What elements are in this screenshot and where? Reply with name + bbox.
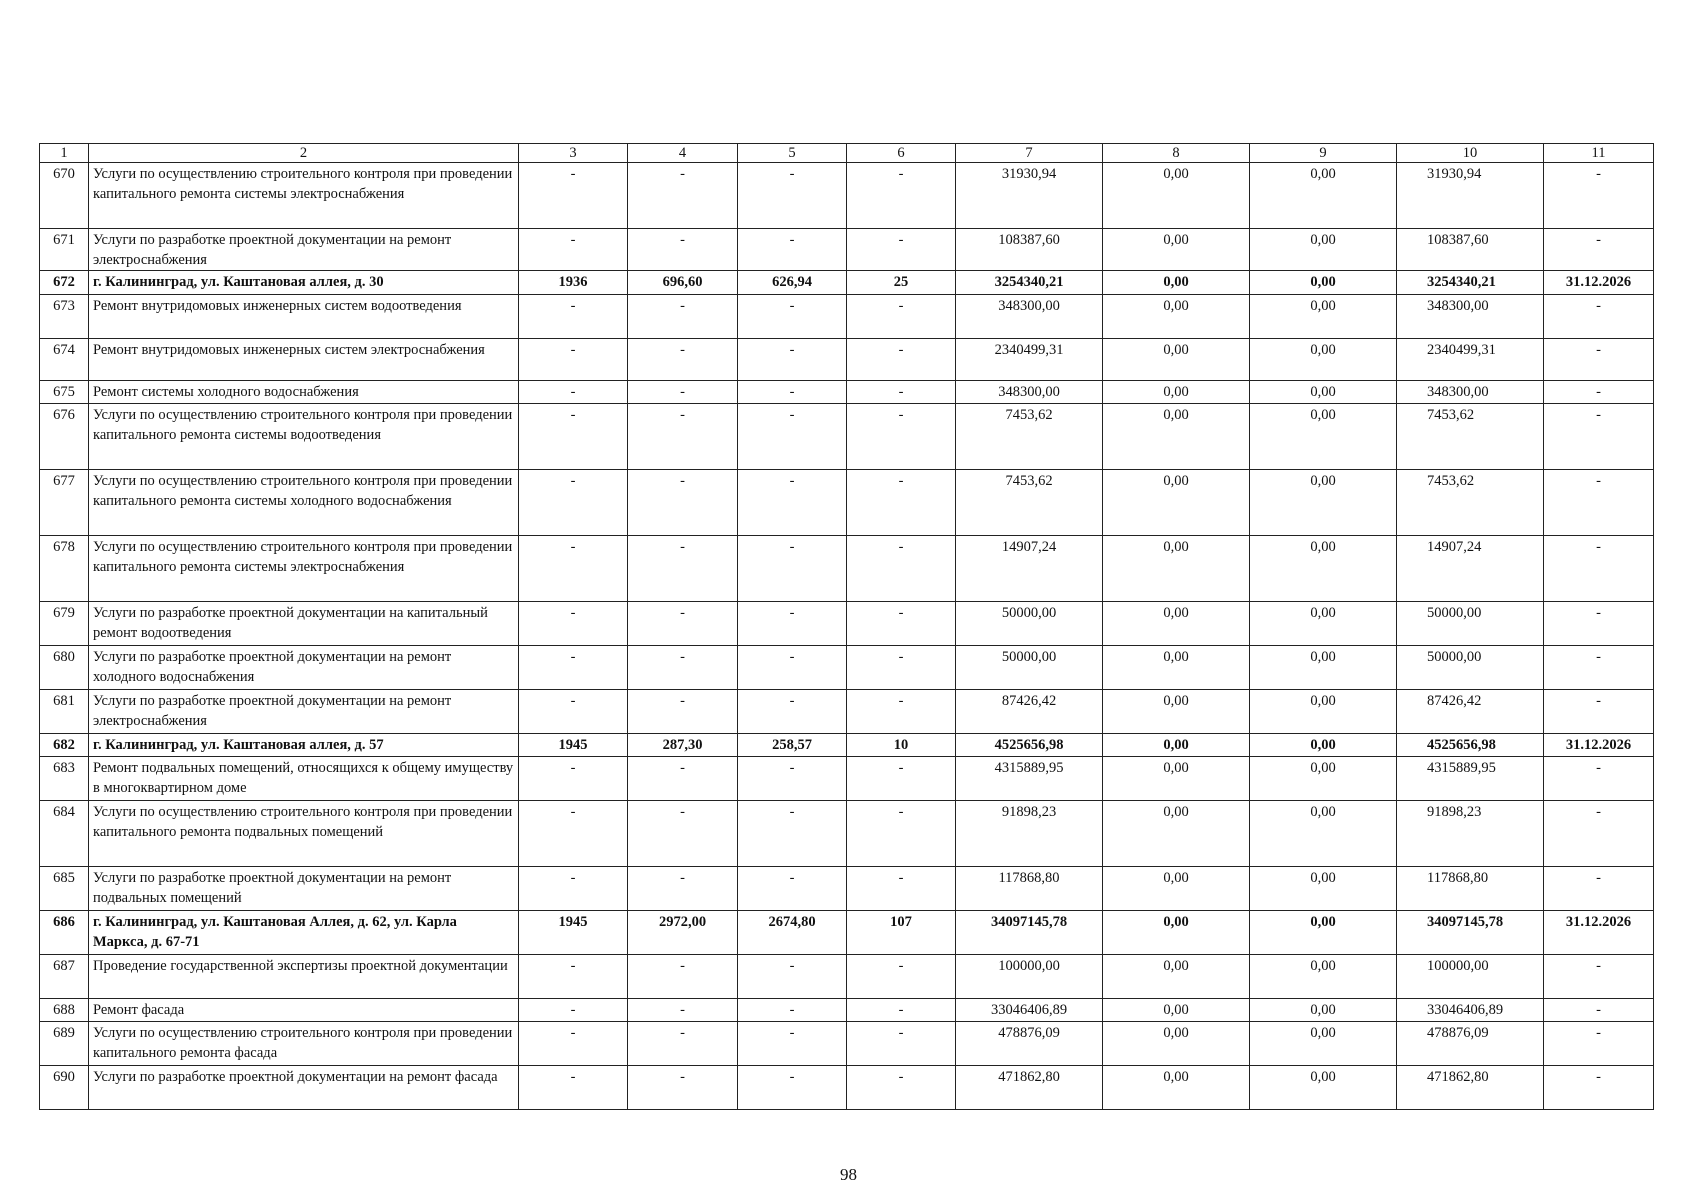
cell-col8: 0,00 <box>1103 911 1250 955</box>
cell-col4: - <box>628 999 738 1022</box>
cell-col9: 0,00 <box>1250 999 1397 1022</box>
row-number: 681 <box>40 690 89 734</box>
table-row <box>40 295 1654 339</box>
header-cell-9: 9 <box>1250 144 1397 163</box>
header-cell-10: 10 <box>1397 144 1544 163</box>
cell-col9: 0,00 <box>1250 339 1397 381</box>
cell-col8: 0,00 <box>1103 955 1250 999</box>
cell-col3: - <box>519 757 628 801</box>
cell-col9: 0,00 <box>1250 1022 1397 1066</box>
row-description: Услуги по осуществлению строительного контроля при проведении капитального ремонта системы холодного водоснабжения <box>89 470 519 536</box>
cell-col7: 14907,24 <box>956 536 1103 602</box>
header-cell-2: 2 <box>89 144 519 163</box>
cell-col6: - <box>847 955 956 999</box>
cell-col9: 0,00 <box>1250 381 1397 404</box>
cell-col5: - <box>738 757 847 801</box>
row-number: 676 <box>40 404 89 470</box>
cell-col3: - <box>519 955 628 999</box>
row-description: Ремонт внутридомовых инженерных систем электроснабжения <box>89 339 519 381</box>
cell-col8: 0,00 <box>1103 734 1250 757</box>
cell-col10: 100000,00 <box>1397 955 1544 999</box>
table-row <box>40 867 1654 911</box>
row-description: Услуги по разработке проектной документации на ремонт фасада <box>89 1066 519 1110</box>
cell-col7: 117868,80 <box>956 867 1103 911</box>
cell-col11: - <box>1544 536 1654 602</box>
cell-col5: - <box>738 801 847 867</box>
cell-col4: - <box>628 690 738 734</box>
cell-col10: 7453,62 <box>1397 470 1544 536</box>
cell-col11: - <box>1544 690 1654 734</box>
cell-col9: 0,00 <box>1250 404 1397 470</box>
cell-col7: 50000,00 <box>956 646 1103 690</box>
row-description: Услуги по осуществлению строительного контроля при проведении капитального ремонта системы электроснабжения <box>89 163 519 229</box>
row-description: г. Калининград, ул. Каштановая аллея, д. 57 <box>89 734 519 757</box>
cell-col5: - <box>738 602 847 646</box>
cell-col4: - <box>628 801 738 867</box>
cell-col9: 0,00 <box>1250 271 1397 295</box>
cell-col6: - <box>847 1066 956 1110</box>
cell-col4: - <box>628 602 738 646</box>
works-table <box>39 143 1654 1110</box>
cell-col11: - <box>1544 381 1654 404</box>
cell-col9: 0,00 <box>1250 955 1397 999</box>
cell-col4: - <box>628 1022 738 1066</box>
cell-col5: - <box>738 999 847 1022</box>
cell-col6: - <box>847 536 956 602</box>
cell-col11: - <box>1544 801 1654 867</box>
header-cell-3: 3 <box>519 144 628 163</box>
cell-col3: - <box>519 999 628 1022</box>
row-description: Услуги по осуществлению строительного контроля при проведении капитального ремонта системы водоотведения <box>89 404 519 470</box>
cell-col5: - <box>738 955 847 999</box>
cell-col10: 34097145,78 <box>1397 911 1544 955</box>
cell-col10: 4315889,95 <box>1397 757 1544 801</box>
cell-col11: - <box>1544 229 1654 271</box>
row-description: Ремонт внутридомовых инженерных систем водоотведения <box>89 295 519 339</box>
cell-col7: 34097145,78 <box>956 911 1103 955</box>
header-cell-4: 4 <box>628 144 738 163</box>
cell-col8: 0,00 <box>1103 757 1250 801</box>
cell-col7: 87426,42 <box>956 690 1103 734</box>
table-row <box>40 955 1654 999</box>
cell-col4: 2972,00 <box>628 911 738 955</box>
cell-col9: 0,00 <box>1250 911 1397 955</box>
table-row <box>40 602 1654 646</box>
cell-col3: 1936 <box>519 271 628 295</box>
cell-col8: 0,00 <box>1103 602 1250 646</box>
cell-col4: 287,30 <box>628 734 738 757</box>
cell-col8: 0,00 <box>1103 163 1250 229</box>
cell-col7: 2340499,31 <box>956 339 1103 381</box>
cell-col5: - <box>738 1066 847 1110</box>
cell-col11: - <box>1544 339 1654 381</box>
row-number: 687 <box>40 955 89 999</box>
cell-col11: - <box>1544 404 1654 470</box>
cell-col8: 0,00 <box>1103 470 1250 536</box>
table-row <box>40 536 1654 602</box>
cell-col6: - <box>847 404 956 470</box>
row-number: 682 <box>40 734 89 757</box>
cell-col7: 478876,09 <box>956 1022 1103 1066</box>
header-cell-1: 1 <box>40 144 89 163</box>
cell-col7: 7453,62 <box>956 470 1103 536</box>
cell-col3: 1945 <box>519 911 628 955</box>
cell-col10: 14907,24 <box>1397 536 1544 602</box>
cell-col9: 0,00 <box>1250 229 1397 271</box>
row-description: Проведение государственной экспертизы проектной документации <box>89 955 519 999</box>
cell-col10: 87426,42 <box>1397 690 1544 734</box>
cell-col6: 10 <box>847 734 956 757</box>
cell-col10: 4525656,98 <box>1397 734 1544 757</box>
row-number: 674 <box>40 339 89 381</box>
cell-col5: - <box>738 404 847 470</box>
cell-col6: - <box>847 229 956 271</box>
cell-col7: 33046406,89 <box>956 999 1103 1022</box>
cell-col6: - <box>847 1022 956 1066</box>
row-description: Услуги по разработке проектной документации на ремонт электроснабжения <box>89 229 519 271</box>
cell-col3: - <box>519 404 628 470</box>
cell-col4: - <box>628 404 738 470</box>
cell-col8: 0,00 <box>1103 801 1250 867</box>
row-number: 685 <box>40 867 89 911</box>
cell-col11: - <box>1544 646 1654 690</box>
row-number: 675 <box>40 381 89 404</box>
row-description: Услуги по осуществлению строительного контроля при проведении капитального ремонта подвальных помещений <box>89 801 519 867</box>
cell-col11: 31.12.2026 <box>1544 271 1654 295</box>
row-number: 673 <box>40 295 89 339</box>
header-cell-5: 5 <box>738 144 847 163</box>
cell-col10: 50000,00 <box>1397 602 1544 646</box>
cell-col7: 7453,62 <box>956 404 1103 470</box>
cell-col8: 0,00 <box>1103 381 1250 404</box>
cell-col8: 0,00 <box>1103 1022 1250 1066</box>
cell-col6: 107 <box>847 911 956 955</box>
cell-col7: 471862,80 <box>956 1066 1103 1110</box>
cell-col7: 348300,00 <box>956 381 1103 404</box>
cell-col11: - <box>1544 757 1654 801</box>
cell-col8: 0,00 <box>1103 295 1250 339</box>
cell-col8: 0,00 <box>1103 999 1250 1022</box>
row-description: Услуги по осуществлению строительного контроля при проведении капитального ремонта фасада <box>89 1022 519 1066</box>
cell-col9: 0,00 <box>1250 295 1397 339</box>
cell-col9: 0,00 <box>1250 690 1397 734</box>
row-number: 679 <box>40 602 89 646</box>
row-number: 680 <box>40 646 89 690</box>
row-number: 684 <box>40 801 89 867</box>
table-row <box>40 339 1654 381</box>
cell-col8: 0,00 <box>1103 404 1250 470</box>
cell-col7: 31930,94 <box>956 163 1103 229</box>
header-cell-6: 6 <box>847 144 956 163</box>
cell-col5: - <box>738 470 847 536</box>
cell-col4: - <box>628 229 738 271</box>
cell-col4: - <box>628 470 738 536</box>
cell-col10: 348300,00 <box>1397 381 1544 404</box>
cell-col11: - <box>1544 867 1654 911</box>
cell-col5: - <box>738 536 847 602</box>
cell-col3: - <box>519 163 628 229</box>
cell-col4: 696,60 <box>628 271 738 295</box>
table-body <box>40 144 1654 1110</box>
cell-col5: - <box>738 339 847 381</box>
row-number: 689 <box>40 1022 89 1066</box>
row-number: 671 <box>40 229 89 271</box>
cell-col6: - <box>847 646 956 690</box>
cell-col3: 1945 <box>519 734 628 757</box>
cell-col5: - <box>738 646 847 690</box>
header-row <box>40 144 1654 163</box>
table-row <box>40 646 1654 690</box>
cell-col10: 2340499,31 <box>1397 339 1544 381</box>
cell-col11: 31.12.2026 <box>1544 911 1654 955</box>
cell-col10: 31930,94 <box>1397 163 1544 229</box>
cell-col6: 25 <box>847 271 956 295</box>
cell-col3: - <box>519 602 628 646</box>
cell-col8: 0,00 <box>1103 1066 1250 1110</box>
table-row <box>40 690 1654 734</box>
cell-col8: 0,00 <box>1103 229 1250 271</box>
cell-col10: 50000,00 <box>1397 646 1544 690</box>
cell-col7: 91898,23 <box>956 801 1103 867</box>
cell-col9: 0,00 <box>1250 1066 1397 1110</box>
cell-col7: 50000,00 <box>956 602 1103 646</box>
page-number: 98 <box>840 1165 857 1184</box>
cell-col6: - <box>847 999 956 1022</box>
cell-col5: - <box>738 867 847 911</box>
cell-col8: 0,00 <box>1103 690 1250 734</box>
header-cell-8: 8 <box>1103 144 1250 163</box>
cell-col4: - <box>628 955 738 999</box>
cell-col9: 0,00 <box>1250 801 1397 867</box>
row-number: 690 <box>40 1066 89 1110</box>
cell-col3: - <box>519 381 628 404</box>
cell-col4: - <box>628 163 738 229</box>
table-row <box>40 229 1654 271</box>
cell-col10: 471862,80 <box>1397 1066 1544 1110</box>
cell-col4: - <box>628 339 738 381</box>
cell-col3: - <box>519 1066 628 1110</box>
cell-col9: 0,00 <box>1250 470 1397 536</box>
cell-col5: - <box>738 1022 847 1066</box>
cell-col9: 0,00 <box>1250 734 1397 757</box>
cell-col6: - <box>847 339 956 381</box>
cell-col9: 0,00 <box>1250 163 1397 229</box>
cell-col11: - <box>1544 602 1654 646</box>
cell-col10: 478876,09 <box>1397 1022 1544 1066</box>
cell-col4: - <box>628 1066 738 1110</box>
cell-col6: - <box>847 602 956 646</box>
row-description: Услуги по разработке проектной документации на ремонт подвальных помещений <box>89 867 519 911</box>
cell-col3: - <box>519 470 628 536</box>
cell-col5: 2674,80 <box>738 911 847 955</box>
cell-col5: - <box>738 163 847 229</box>
row-description: Услуги по разработке проектной документации на ремонт холодного водоснабжения <box>89 646 519 690</box>
cell-col6: - <box>847 295 956 339</box>
cell-col7: 348300,00 <box>956 295 1103 339</box>
cell-col4: - <box>628 295 738 339</box>
cell-col11: - <box>1544 470 1654 536</box>
cell-col9: 0,00 <box>1250 757 1397 801</box>
cell-col3: - <box>519 690 628 734</box>
cell-col11: - <box>1544 1066 1654 1110</box>
cell-col8: 0,00 <box>1103 646 1250 690</box>
cell-col10: 91898,23 <box>1397 801 1544 867</box>
row-number: 688 <box>40 999 89 1022</box>
row-number: 683 <box>40 757 89 801</box>
cell-col3: - <box>519 229 628 271</box>
cell-col10: 348300,00 <box>1397 295 1544 339</box>
cell-col3: - <box>519 1022 628 1066</box>
row-description: Услуги по разработке проектной документации на капитальный ремонт водоотведения <box>89 602 519 646</box>
cell-col6: - <box>847 163 956 229</box>
cell-col3: - <box>519 801 628 867</box>
cell-col8: 0,00 <box>1103 867 1250 911</box>
cell-col11: - <box>1544 1022 1654 1066</box>
row-description: г. Калининград, ул. Каштановая аллея, д. 30 <box>89 271 519 295</box>
cell-col7: 108387,60 <box>956 229 1103 271</box>
row-description: г. Калининград, ул. Каштановая Аллея, д. 62, ул. Карла Маркса, д. 67-71 <box>89 911 519 955</box>
cell-col11: - <box>1544 999 1654 1022</box>
cell-col6: - <box>847 801 956 867</box>
cell-col6: - <box>847 470 956 536</box>
table-row <box>40 1066 1654 1110</box>
cell-col9: 0,00 <box>1250 867 1397 911</box>
row-description: Ремонт фасада <box>89 999 519 1022</box>
cell-col8: 0,00 <box>1103 271 1250 295</box>
row-description: Ремонт системы холодного водоснабжения <box>89 381 519 404</box>
cell-col4: - <box>628 867 738 911</box>
cell-col3: - <box>519 295 628 339</box>
table-row <box>40 801 1654 867</box>
cell-col5: 258,57 <box>738 734 847 757</box>
cell-col11: - <box>1544 295 1654 339</box>
row-description: Услуги по осуществлению строительного контроля при проведении капитального ремонта системы электроснабжения <box>89 536 519 602</box>
table-row <box>40 163 1654 229</box>
cell-col11: - <box>1544 955 1654 999</box>
cell-col9: 0,00 <box>1250 602 1397 646</box>
cell-col8: 0,00 <box>1103 339 1250 381</box>
cell-col6: - <box>847 381 956 404</box>
cell-col11: 31.12.2026 <box>1544 734 1654 757</box>
row-description: Услуги по разработке проектной документации на ремонт электроснабжения <box>89 690 519 734</box>
cell-col4: - <box>628 646 738 690</box>
cell-col7: 100000,00 <box>956 955 1103 999</box>
cell-col7: 4315889,95 <box>956 757 1103 801</box>
cell-col9: 0,00 <box>1250 646 1397 690</box>
cell-col3: - <box>519 536 628 602</box>
cell-col10: 3254340,21 <box>1397 271 1544 295</box>
cell-col5: - <box>738 381 847 404</box>
row-number: 678 <box>40 536 89 602</box>
cell-col3: - <box>519 867 628 911</box>
cell-col9: 0,00 <box>1250 536 1397 602</box>
row-description: Ремонт подвальных помещений, относящихся к общему имуществу в многоквартирном доме <box>89 757 519 801</box>
cell-col8: 0,00 <box>1103 536 1250 602</box>
row-number: 686 <box>40 911 89 955</box>
cell-col6: - <box>847 757 956 801</box>
cell-col3: - <box>519 646 628 690</box>
header-cell-7: 7 <box>956 144 1103 163</box>
header-cell-11: 11 <box>1544 144 1654 163</box>
cell-col10: 108387,60 <box>1397 229 1544 271</box>
cell-col10: 117868,80 <box>1397 867 1544 911</box>
row-number: 672 <box>40 271 89 295</box>
cell-col6: - <box>847 690 956 734</box>
table-row <box>40 1022 1654 1066</box>
cell-col11: - <box>1544 163 1654 229</box>
table-row <box>40 470 1654 536</box>
cell-col7: 4525656,98 <box>956 734 1103 757</box>
cell-col6: - <box>847 867 956 911</box>
cell-col10: 33046406,89 <box>1397 999 1544 1022</box>
table-row <box>40 999 1654 1022</box>
row-number: 677 <box>40 470 89 536</box>
cell-col7: 3254340,21 <box>956 271 1103 295</box>
cell-col4: - <box>628 757 738 801</box>
cell-col4: - <box>628 536 738 602</box>
table-row <box>40 757 1654 801</box>
address-row <box>40 911 1654 955</box>
cell-col5: - <box>738 229 847 271</box>
address-row <box>40 734 1654 757</box>
cell-col5: - <box>738 690 847 734</box>
cell-col4: - <box>628 381 738 404</box>
cell-col3: - <box>519 339 628 381</box>
table-row <box>40 404 1654 470</box>
cell-col10: 7453,62 <box>1397 404 1544 470</box>
table-row <box>40 381 1654 404</box>
cell-col5: 626,94 <box>738 271 847 295</box>
address-row <box>40 271 1654 295</box>
row-number: 670 <box>40 163 89 229</box>
cell-col5: - <box>738 295 847 339</box>
